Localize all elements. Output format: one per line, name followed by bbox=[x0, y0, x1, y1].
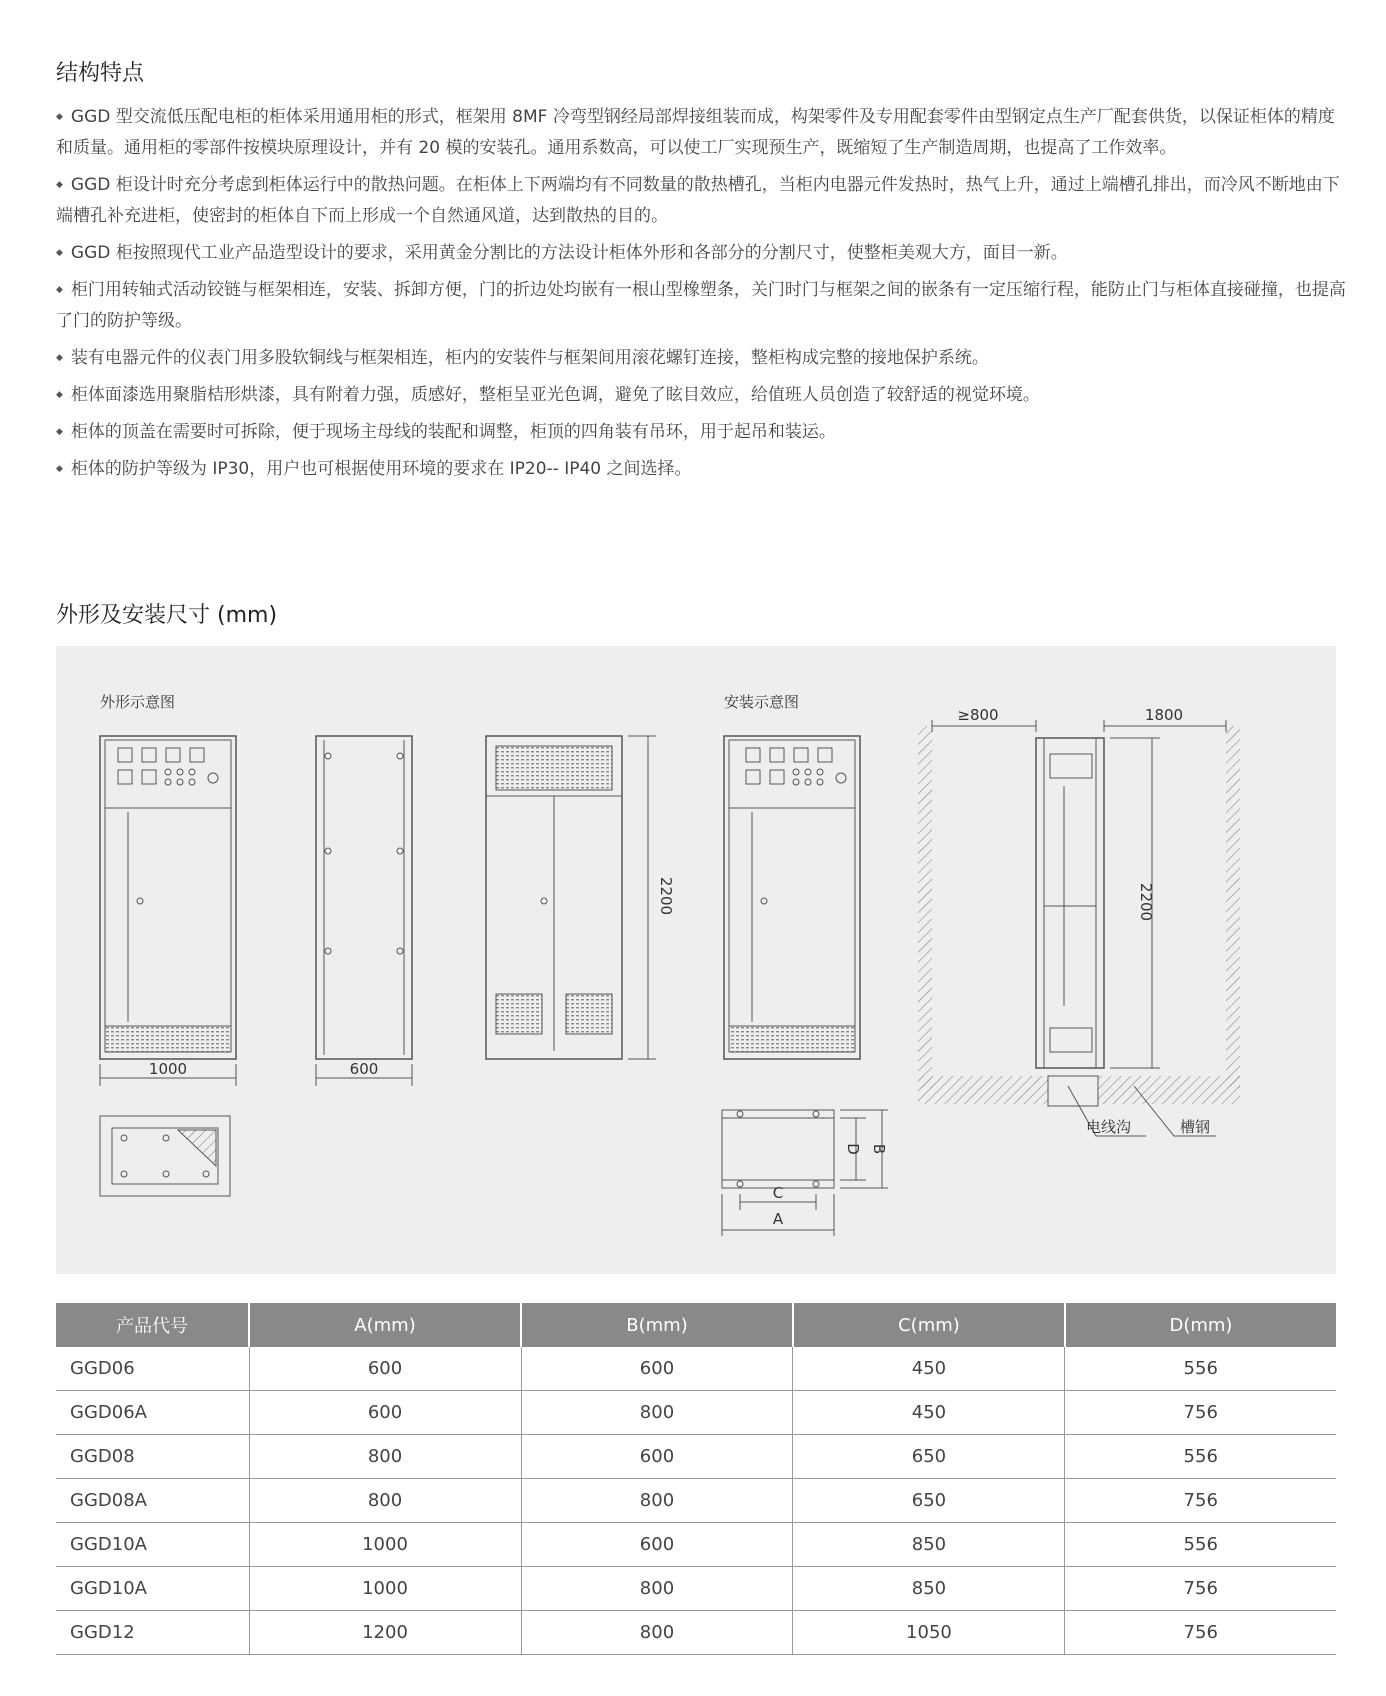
table-row bbox=[56, 1479, 1336, 1523]
table-header bbox=[56, 1303, 1336, 1347]
col-header-b: B(mm) bbox=[521, 1303, 793, 1347]
label-outline-view: 外形示意图 bbox=[100, 693, 176, 711]
cabinet-drawing bbox=[56, 646, 1336, 1274]
cell-value: 850 bbox=[793, 1523, 1065, 1567]
feature-list bbox=[56, 102, 1346, 491]
feature-item: ◆ 柜体面漆选用聚脂桔形烘漆，具有附着力强，质感好，整柜呈亚光色调，避免了眩目效应，给值班人员创造了较舒适的视觉环境。 bbox=[56, 380, 1346, 411]
cell-model: GGD10A bbox=[56, 1523, 249, 1567]
dim-clearance-ge800: ≥800 bbox=[957, 706, 999, 724]
feature-item: ◆ 装有电器元件的仪表门用多股软铜线与框架相连，柜内的安装件与框架间用滚花螺钉连接，整柜构成完整的接地保护系统。 bbox=[56, 343, 1346, 374]
cell-value: 1000 bbox=[249, 1523, 521, 1567]
cell-value: 800 bbox=[249, 1435, 521, 1479]
feature-item: ◆ GGD 柜设计时充分考虑到柜体运行中的散热问题。在柜体上下两端均有不同数量的散热槽孔，当柜内电器元件发热时，热气上升，通过上端槽孔排出，而冷风不断地由下端槽孔补充进柜，使密封的柜体自下而上形成一个自然通风道，达到散热的目的。 bbox=[56, 170, 1346, 232]
feature-item: ◆ 柜体的防护等级为 IP30，用户也可根据使用环境的要求在 IP20-- IP40 之间选择。 bbox=[56, 454, 1346, 485]
dim-clearance-1800: 1800 bbox=[1144, 706, 1184, 724]
cell-value: 800 bbox=[521, 1479, 793, 1523]
cell-value: 850 bbox=[793, 1567, 1065, 1611]
feature-item: ◆ GGD 型交流低压配电柜的柜体采用通用柜的形式，框架用 8MF 冷弯型钢经局部焊接组装而成，构架零件及专用配套零件由型钢定点生产厂配套供货，以保证柜体的精度和质量。通用柜的零部件按模块原理设计，并有 20 模的安装孔。通用系数高，可以使工厂实现预生产，既缩短了生产制造周期，也提高了工作效率。 bbox=[56, 102, 1346, 164]
cell-value: 556 bbox=[1065, 1347, 1336, 1391]
section-title-features: 结构特点 bbox=[56, 61, 145, 86]
table-body bbox=[56, 1347, 1336, 1655]
install-front-cabinet bbox=[724, 736, 860, 1059]
cell-model: GGD08A bbox=[56, 1479, 249, 1523]
feature-item: ◆ 柜门用转轴式活动铰链与框架相连，安装、拆卸方便，门的折边处均嵌有一根山型橡塑条，关门时门与框架之间的嵌条有一定压缩行程，能防止门与柜体直接碰撞，也提高了门的防护等级。 bbox=[56, 275, 1346, 337]
cell-model: GGD06 bbox=[56, 1347, 249, 1391]
cell-value: 600 bbox=[249, 1391, 521, 1435]
dim-label-B: B bbox=[870, 1143, 888, 1155]
base-plan-outline bbox=[100, 1116, 230, 1196]
cell-value: 800 bbox=[521, 1391, 793, 1435]
installation-section-view bbox=[918, 720, 1240, 1136]
section-title-dimensions: 外形及安装尺寸 (mm) bbox=[56, 603, 278, 628]
cell-value: 556 bbox=[1065, 1435, 1336, 1479]
col-header-model: 产品代号 bbox=[56, 1303, 249, 1347]
table-row bbox=[56, 1523, 1336, 1567]
dim-label-D: D bbox=[844, 1143, 862, 1155]
dimensions-table bbox=[56, 1303, 1336, 1655]
cell-value: 650 bbox=[793, 1435, 1065, 1479]
cell-value: 600 bbox=[249, 1347, 521, 1391]
cell-value: 800 bbox=[521, 1567, 793, 1611]
cell-value: 450 bbox=[793, 1347, 1065, 1391]
label-install-view: 安装示意图 bbox=[724, 693, 800, 711]
cell-value: 756 bbox=[1065, 1611, 1336, 1655]
cell-value: 800 bbox=[249, 1479, 521, 1523]
cell-value: 600 bbox=[521, 1523, 793, 1567]
table-row bbox=[56, 1435, 1336, 1479]
side-view-cabinet bbox=[316, 736, 412, 1086]
cell-model: GGD10A bbox=[56, 1567, 249, 1611]
cell-model: GGD06A bbox=[56, 1391, 249, 1435]
cell-value: 650 bbox=[793, 1479, 1065, 1523]
rear-view-cabinet bbox=[486, 736, 656, 1059]
cell-value: 1000 bbox=[249, 1567, 521, 1611]
base-plan-install bbox=[722, 1110, 888, 1236]
table-row bbox=[56, 1567, 1336, 1611]
cell-value: 556 bbox=[1065, 1523, 1336, 1567]
table-row bbox=[56, 1347, 1336, 1391]
dim-label-C: C bbox=[772, 1184, 784, 1202]
cell-model: GGD12 bbox=[56, 1611, 249, 1655]
table-row bbox=[56, 1611, 1336, 1655]
label-cable-trench: 电线沟 bbox=[1086, 1118, 1132, 1136]
cell-value: 756 bbox=[1065, 1391, 1336, 1435]
dimension-drawing-panel bbox=[56, 646, 1336, 1274]
cell-model: GGD08 bbox=[56, 1435, 249, 1479]
dim-depth-600: 600 bbox=[349, 1060, 379, 1078]
cell-value: 600 bbox=[521, 1347, 793, 1391]
col-header-a: A(mm) bbox=[249, 1303, 521, 1347]
cell-value: 1050 bbox=[793, 1611, 1065, 1655]
cell-value: 756 bbox=[1065, 1567, 1336, 1611]
dim-height-2200-side: 2200 bbox=[1137, 882, 1155, 922]
cell-value: 1200 bbox=[249, 1611, 521, 1655]
cell-value: 450 bbox=[793, 1391, 1065, 1435]
dim-width-1000: 1000 bbox=[148, 1060, 188, 1078]
col-header-c: C(mm) bbox=[793, 1303, 1065, 1347]
cell-value: 600 bbox=[521, 1435, 793, 1479]
feature-item: ◆ 柜体的顶盖在需要时可拆除，便于现场主母线的装配和调整，柜顶的四角装有吊环，用于起吊和装运。 bbox=[56, 417, 1346, 448]
cell-value: 800 bbox=[521, 1611, 793, 1655]
col-header-d: D(mm) bbox=[1065, 1303, 1336, 1347]
feature-item: ◆ GGD 柜按照现代工业产品造型设计的要求，采用黄金分割比的方法设计柜体外形和各部分的分割尺寸，使整柜美观大方，面目一新。 bbox=[56, 238, 1346, 269]
dim-height-2200-front: 2200 bbox=[657, 876, 675, 916]
table-row bbox=[56, 1391, 1336, 1435]
dim-label-A: A bbox=[772, 1210, 784, 1228]
label-channel-steel: 槽钢 bbox=[1180, 1118, 1211, 1136]
cell-value: 756 bbox=[1065, 1479, 1336, 1523]
front-view-cabinet bbox=[100, 736, 236, 1086]
